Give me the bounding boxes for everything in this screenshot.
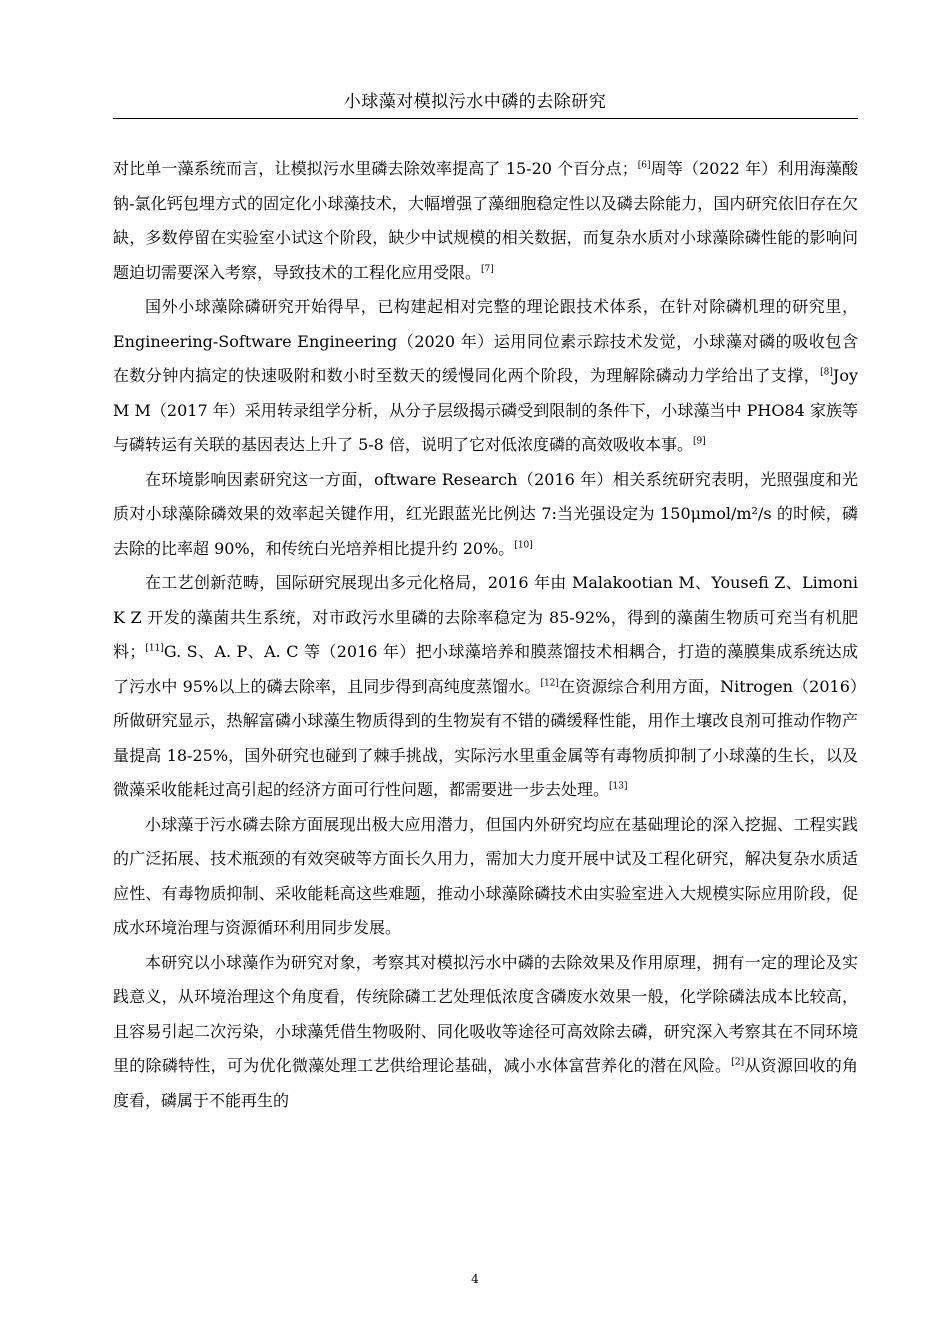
text-run: 国外小球藻除磷研究开始得早，已构建起相对完整的理论跟技术体系，在针对除磷机理的研究里，Engineering-Software Engineering（2020 年）运用同位素示踪技术发觉，小球藻对磷的吸收包含在数分钟内搞定的快速吸附和数小时至数天的缓慢同化两个阶段，为理解除磷动力学给出了支撑，: [113, 297, 858, 385]
paragraph: [113, 566, 858, 808]
citation-marker: [9]: [692, 436, 706, 447]
paragraph: [113, 808, 858, 946]
text-run: G. S、A. P、A. C 等（2016 年）把小球藻培养和膜蒸馏技术相耦合，打造的藻膜集成系统达成了污水中 95%以上的磷去除率，且同步得到高纯度蒸馏水。: [113, 642, 858, 696]
citation-marker: [7]: [481, 264, 494, 275]
text-run: 本研究以小球藻作为研究对象，考察其对模拟污水中磷的去除效果及作用原理，拥有一定的理论及实践意义，从环境治理这个角度看，传统除磷工艺处理低浓度含磷废水效果一般，化学除磷法成本比较高，且容易引起二次污染，小球藻凭借生物吸附、同化吸收等途径可高效除去磷，研究深入考察其在不同环境里的除磷特性，可为优化微藻处理工艺供给理论基础，减小水体富营养化的潜在风险。: [113, 952, 858, 1075]
citation-marker: [11]: [145, 643, 164, 654]
paragraph: [113, 463, 858, 567]
citation-marker: [10]: [514, 540, 533, 551]
text-run: 周等（2022 年）利用海藻酸钠-氯化钙包埋方式的固定化小球藻技术，大幅增强了藻细胞稳定性以及磷去除能力，国内研究依旧存在欠缺，多数停留在实验室小试这个阶段，缺少中试规模的相关数据，而复杂水质对小球藻除磷性能的影响问题迫切需要深入考察，导致技术的工程化应用受限。: [113, 159, 858, 282]
citation-marker: [2]: [731, 1057, 745, 1068]
running-header-title: 小球藻对模拟污水中磷的去除研究: [343, 92, 607, 112]
citation-marker: [13]: [609, 781, 628, 792]
text-run: 在工艺创新范畴，国际研究展现出多元化格局，2016 年由 Malakootian M、Yousefi Z、Limoni K Z 开发的藻菌共生系统，对市政污水里磷的去除率稳定为 85-92%，得到的藻菌生物质可充当有机肥料；: [113, 573, 858, 661]
paragraph: [113, 946, 858, 1119]
paragraph: [113, 152, 858, 290]
header-divider: [113, 118, 858, 119]
paragraph: [113, 290, 858, 463]
page-number: 4: [471, 1272, 479, 1286]
body-text: [113, 152, 858, 1118]
text-run: 从资源回收的角度看，磷属于不能再生的: [113, 1056, 858, 1110]
citation-marker: [6]: [637, 160, 651, 171]
citation-marker: [8]: [820, 367, 833, 378]
citation-marker: [12]: [540, 678, 559, 689]
text-run: 对比单一藻系统而言，让模拟污水里磷去除效率提高了 15-20 个百分点；: [113, 159, 638, 178]
text-run: 在资源综合利用方面，Nitrogen（2016）所做研究显示，热解富磷小球藻生物质得到的生物炭有不错的磷缓释性能，用作土壤改良剂可推动作物产量提高 18-25%，国外研究也碰到了棘手挑战，实际污水里重金属等有毒物质抑制了小球藻的生长，以及微藻采收能耗过高引起的经济方面可行性问题，都需要进一步去处理。: [113, 676, 858, 799]
text-run: Joy M M（2017 年）采用转录组学分析，从分子层级揭示磷受到限制的条件下，小球藻当中 PHO84 家族等与磷转运有关联的基因表达上升了 5-8 倍，说明了它对低浓度磷的高效吸收本事。: [113, 366, 858, 454]
text-run: 小球藻于污水磷去除方面展现出极大应用潜力，但国内外研究均应在基础理论的深入挖掘、工程实践的广泛拓展、技术瓶颈的有效突破等方面长久用力，需加大力度开展中试及工程化研究，解决复杂水质适应性、有毒物质抑制、采收能耗高这些难题，推动小球藻除磷技术由实验室进入大规模实际应用阶段，促成水环境治理与资源循环利用同步发展。: [113, 814, 858, 937]
text-run: 在环境影响因素研究这一方面，oftware Research（2016 年）相关系统研究表明，光照强度和光质对小球藻除磷效果的效率起关键作用，红光跟蓝光比例达 7:当光强设定为 150μmol/m²/s 的时候，磷去除的比率超 90%，和传统白光培养相比提升约 20%。: [113, 469, 858, 558]
